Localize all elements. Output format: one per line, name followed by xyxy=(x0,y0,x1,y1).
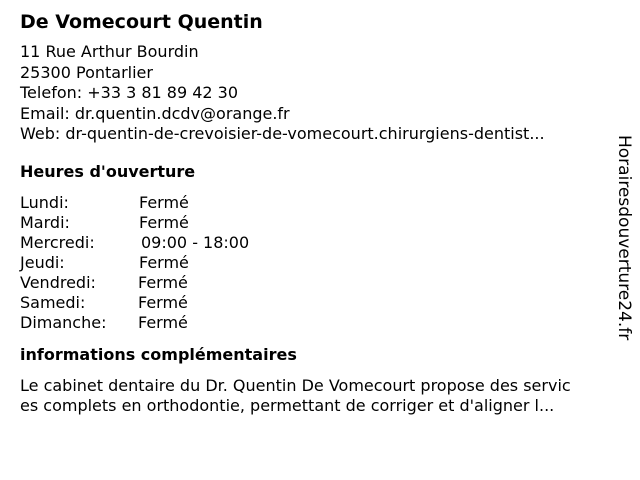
site-watermark: Horairesdouverture24.fr xyxy=(614,135,634,341)
additional-info-title: informations complémentaires xyxy=(20,344,297,364)
hours-day: Dimanche: xyxy=(20,312,107,332)
hours-value: Fermé xyxy=(138,292,188,312)
business-name: De Vomecourt Quentin xyxy=(20,11,263,33)
email-line: Email: dr.quentin.dcdv@orange.fr xyxy=(20,103,290,123)
hours-day: Lundi: xyxy=(20,192,69,212)
hours-value: Fermé xyxy=(138,272,188,292)
hours-row-sunday xyxy=(20,313,610,333)
hours-row-wednesday xyxy=(20,233,610,253)
hours-day: Samedi: xyxy=(20,292,86,312)
hours-day: Vendredi: xyxy=(20,272,96,292)
opening-hours-table xyxy=(20,193,610,333)
additional-info-text xyxy=(20,376,610,417)
business-card xyxy=(20,10,610,417)
hours-value: 09:00 - 18:00 xyxy=(141,232,250,252)
phone-line: Telefon: +33 3 81 89 42 30 xyxy=(20,83,239,102)
opening-hours-title: Heures d'ouverture xyxy=(20,161,196,181)
hours-day: Mercredi: xyxy=(20,232,95,252)
hours-value: Fermé xyxy=(139,252,189,272)
hours-row-saturday xyxy=(20,293,610,313)
hours-value: Fermé xyxy=(138,312,188,332)
hours-day: Jeudi: xyxy=(20,252,65,272)
contact-block xyxy=(20,42,610,145)
website-line: Web: dr-quentin-de-crevoisier-de-vomecourt.chirurgiens-dentist... xyxy=(20,124,545,143)
hours-row-friday xyxy=(20,273,610,293)
hours-day: Mardi: xyxy=(20,212,70,232)
address-line-2: 25300 Pontarlier xyxy=(20,62,153,82)
address-line-1: 11 Rue Arthur Bourdin xyxy=(20,42,199,61)
additional-info-line-1: Le cabinet dentaire du Dr. Quentin De Vomecourt propose des servic xyxy=(20,375,571,395)
hours-row-thursday xyxy=(20,253,610,273)
hours-row-monday xyxy=(20,193,610,213)
hours-row-tuesday xyxy=(20,213,610,233)
hours-value: Fermé xyxy=(139,192,189,212)
hours-value: Fermé xyxy=(139,212,189,232)
additional-info-line-2: es complets en orthodontie, permettant de corriger et d'aligner l... xyxy=(20,396,555,415)
